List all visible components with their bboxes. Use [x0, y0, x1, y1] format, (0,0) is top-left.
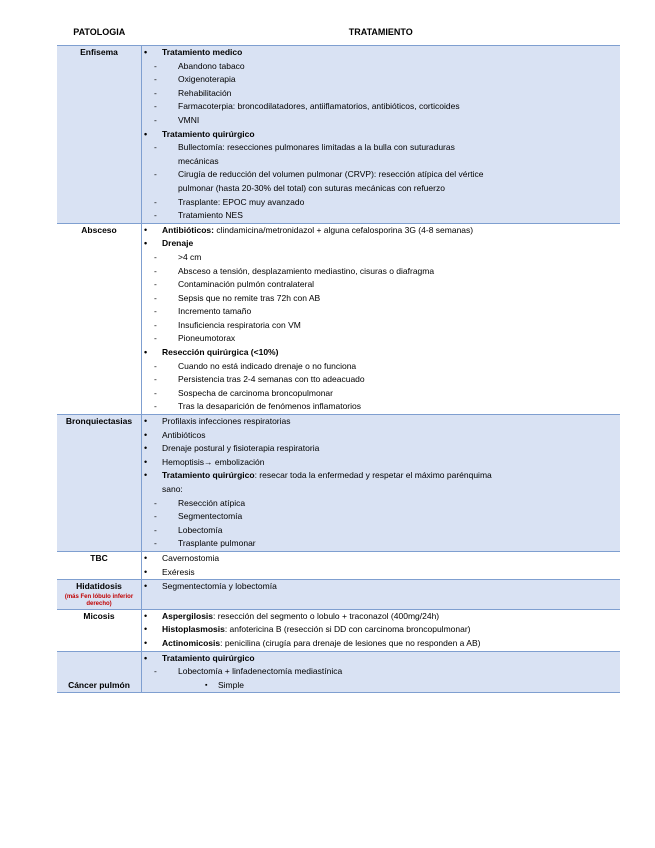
list-item: • Tratamiento quirúrgico	[142, 128, 620, 142]
treatment-list	[142, 224, 620, 414]
pathology-name: Cáncer pulmón	[57, 651, 142, 693]
list-item: • Profilaxis infecciones respiratorias	[142, 415, 620, 429]
item-text: : anfotericina B (resección si DD con carcinoma broncopulmonar)	[224, 624, 471, 635]
list-item	[142, 469, 620, 496]
list-item: • Drenaje	[142, 237, 620, 251]
item-text: : resecar toda la enfermedad y respetar el máximo parénquima	[254, 470, 492, 481]
item-label: Tratamiento quirúrgico	[162, 470, 255, 481]
list-item: ▪ Simple	[142, 679, 620, 693]
list-item: - Lobectomía	[142, 524, 620, 538]
treatment-cell	[142, 609, 621, 651]
treatment-list	[142, 552, 620, 579]
list-item: - Pioneumotorax	[142, 332, 620, 346]
list-item	[142, 623, 620, 637]
header-patologia: PATOLOGIA	[57, 26, 142, 46]
list-item: - >4 cm	[142, 251, 620, 265]
treatment-cell	[142, 580, 621, 610]
list-item: - Tras la desaparición de fenómenos inflamatorios	[142, 400, 620, 414]
item-label: Histoplasmosis	[162, 624, 225, 635]
treatment-list	[142, 580, 620, 594]
list-item: - Segmentectomía	[142, 510, 620, 524]
pathology-cell	[57, 580, 142, 610]
treatment-list	[142, 46, 620, 223]
item-label: Actinomicosis	[162, 637, 221, 648]
list-item: • Segmentectomía y lobectomía	[142, 580, 620, 594]
list-item: - VMNI	[142, 114, 620, 128]
list-item	[142, 637, 620, 651]
table-row-cancer-pulmon	[57, 651, 620, 693]
line-text: pulmonar (hasta 20-30% del total) con suturas mecánicas con refuerzo	[178, 182, 445, 193]
pathology-name: Micosis	[57, 609, 142, 651]
header-tratamiento: TRATAMIENTO	[142, 26, 621, 46]
table-row-tbc	[57, 551, 620, 579]
list-item: - Insuficiencia respiratoria con VM	[142, 319, 620, 333]
treatment-cell	[142, 223, 621, 414]
pathology-name: Absceso	[57, 223, 142, 414]
list-item: • Exéresis	[142, 566, 620, 580]
treatment-list	[142, 610, 620, 651]
item-label: Aspergilosis	[162, 610, 214, 621]
list-item: - Incremento tamaño	[142, 305, 620, 319]
list-item: - Tratamiento NES	[142, 209, 620, 223]
treatment-list	[142, 652, 620, 693]
item-text: : penicilina (cirugía para drenaje de lesiones que no responden a AB)	[220, 637, 481, 648]
list-item: • Tratamiento medico	[142, 46, 620, 60]
item-label: Antibióticos:	[162, 224, 214, 235]
list-item	[142, 168, 620, 195]
list-item	[142, 141, 620, 168]
list-item: • Tratamiento quirúrgico	[142, 652, 620, 666]
table-header-row	[57, 26, 620, 46]
item-text: sano:	[162, 484, 183, 494]
list-item: - Sospecha de carcinoma broncopulmonar	[142, 387, 620, 401]
list-item: - Abandono tabaco	[142, 60, 620, 74]
treatment-cell	[142, 46, 621, 224]
list-item: • Antibióticos	[142, 429, 620, 443]
table-row-hidatidosis	[57, 580, 620, 610]
pathology-name: Enfisema	[57, 46, 142, 224]
list-item: - Farmacoterpia: broncodilatadores, antiiflamatorios, antibióticos, corticoides	[142, 100, 620, 114]
table-row-absceso	[57, 223, 620, 414]
table-row-micosis	[57, 609, 620, 651]
pathology-note: (más Fen lóbulo inferior derecho)	[64, 593, 134, 608]
list-item: - Rehabilitación	[142, 87, 620, 101]
list-item: - Persistencia tras 2-4 semanas con tto adeacuado	[142, 373, 620, 387]
treatment-cell	[142, 651, 621, 693]
treatment-list	[142, 415, 620, 551]
list-item	[142, 224, 620, 238]
item-text: : resección del segmento o lobulo + traconazol (400mg/24h)	[213, 610, 440, 621]
list-item: - Sepsis que no remite tras 72h con AB	[142, 292, 620, 306]
list-item: - Trasplante pulmonar	[142, 537, 620, 551]
list-item	[142, 610, 620, 624]
list-item: • Drenaje postural y fisioterapia respiratoria	[142, 442, 620, 456]
list-item: • Resección quirúrgica (<10%)	[142, 346, 620, 360]
list-item: - Absceso a tensión, desplazamiento mediastino, cisuras o diafragma	[142, 265, 620, 279]
pathology-name: Bronquiectasias	[57, 415, 142, 552]
list-item: - Lobectomía + linfadenectomía mediastínica	[142, 665, 620, 679]
treatment-cell	[142, 551, 621, 579]
list-item: - Trasplante: EPOC muy avanzado	[142, 196, 620, 210]
list-item: - Oxigenoterapia	[142, 73, 620, 87]
pathology-name: Hidatidosis	[76, 581, 122, 592]
table-row-bronquiectasias	[57, 415, 620, 552]
treatment-cell	[142, 415, 621, 552]
list-item: - Cuando no está indicado drenaje o no funciona	[142, 360, 620, 374]
list-item: • Hemoptisis→ embolización	[142, 456, 620, 470]
line-text: Cirugía de reducción del volumen pulmonar (CRVP): resección atípica del vértice	[178, 169, 484, 180]
list-item: • Cavernostomia	[142, 552, 620, 566]
pathology-name: TBC	[57, 551, 142, 579]
line-text: mecánicas	[178, 155, 219, 166]
list-item: - Contaminación pulmón contralateral	[142, 278, 620, 292]
treatment-table	[57, 26, 620, 693]
item-text: clindamicina/metronidazol + alguna cefalosporina 3G (4-8 semanas)	[213, 224, 474, 235]
table-row-enfisema	[57, 46, 620, 224]
line-text: Bullectomía: resecciones pulmonares limitadas a la bulla con suturaduras	[178, 142, 455, 153]
list-item: - Resección atípica	[142, 497, 620, 511]
